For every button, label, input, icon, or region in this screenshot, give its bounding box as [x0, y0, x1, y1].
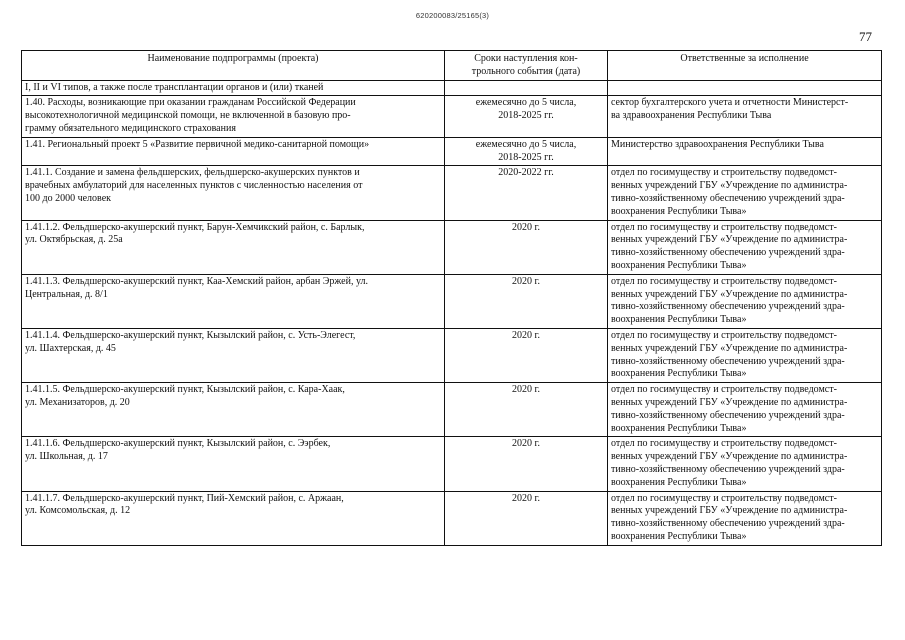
cell-term: 2020 г. [445, 274, 608, 328]
cell-term: 2020 г. [445, 437, 608, 491]
cell-term: 2020-2022 гг. [445, 166, 608, 220]
cell-name: I, II и VI типов, а также после трансплантации органов и (или) тканей [22, 80, 445, 96]
cell-responsible: отдел по госимуществу и строительству подведомст- венных учреждений ГБУ «Учреждение по администра- тивно-хозяйственному обеспечению учреждений здра- воохранения Республики Тыва» [608, 328, 882, 382]
cell-term [445, 80, 608, 96]
events-table [21, 50, 882, 546]
cell-responsible: сектор бухгалтерского учета и отчетности Министерст- ва здравоохранения Республики Тыва [608, 96, 882, 137]
table-row [22, 274, 882, 328]
table-row [22, 80, 882, 96]
header-name: Наименование подпрограммы (проекта) [22, 51, 445, 81]
cell-responsible: отдел по госимуществу и строительству подведомст- венных учреждений ГБУ «Учреждение по администра- тивно-хозяйственному обеспечению учреждений здра- воохранения Республики Тыва» [608, 383, 882, 437]
cell-name: 1.41.1.6. Фельдшерско-акушерский пункт, Кызылский район, с. Ээрбек, ул. Школьная, д. 17 [22, 437, 445, 491]
cell-responsible: отдел по госимуществу и строительству подведомст- венных учреждений ГБУ «Учреждение по администра- тивно-хозяйственному обеспечению учреждений здра- воохранения Республики Тыва» [608, 166, 882, 220]
cell-responsible: Министерство здравоохранения Республики Тыва [608, 137, 882, 166]
table-row [22, 383, 882, 437]
table-row [22, 137, 882, 166]
cell-name: 1.40. Расходы, возникающие при оказании гражданам Российской Федерации высокотехнологичной медицинской помощи, не включенной в базовую про- грамму обязательного медицинского страхования [22, 96, 445, 137]
table-row [22, 166, 882, 220]
header-term: Сроки наступления кон- трольного события (дата) [445, 51, 608, 81]
table-row [22, 96, 882, 137]
table-row [22, 491, 882, 545]
cell-responsible: отдел по госимуществу и строительству подведомст- венных учреждений ГБУ «Учреждение по администра- тивно-хозяйственному обеспечению учреждений здра- воохранения Республики Тыва» [608, 437, 882, 491]
cell-responsible: отдел по госимуществу и строительству подведомст- венных учреждений ГБУ «Учреждение по администра- тивно-хозяйственному обеспечению учреждений здра- воохранения Республики Тыва» [608, 220, 882, 274]
cell-term: 2020 г. [445, 328, 608, 382]
cell-name: 1.41.1.7. Фельдшерско-акушерский пункт, Пий-Хемский район, с. Аржаан, ул. Комсомольская, д. 12 [22, 491, 445, 545]
header-responsible: Ответственные за исполнение [608, 51, 882, 81]
cell-name: 1.41.1.3. Фельдшерско-акушерский пункт, Каа-Хемский район, арбан Эржей, ул. Центральная, д. 8/1 [22, 274, 445, 328]
cell-name: 1.41.1. Создание и замена фельдшерских, фельдшерско-акушерских пунктов и врачебных амбулаторий для населенных пунктов с численностью населения от 100 до 2000 человек [22, 166, 445, 220]
cell-term: 2020 г. [445, 491, 608, 545]
table-row [22, 328, 882, 382]
cell-responsible: отдел по госимуществу и строительству подведомст- венных учреждений ГБУ «Учреждение по администра- тивно-хозяйственному обеспечению учреждений здра- воохранения Республики Тыва» [608, 491, 882, 545]
cell-responsible [608, 80, 882, 96]
cell-term: 2020 г. [445, 220, 608, 274]
cell-name: 1.41. Региональный проект 5 «Развитие первичной медико-санитарной помощи» [22, 137, 445, 166]
page-number: 77 [859, 29, 872, 44]
cell-term: ежемесячно до 5 числа, 2018-2025 гг. [445, 137, 608, 166]
table-row [22, 220, 882, 274]
cell-term: ежемесячно до 5 числа, 2018-2025 гг. [445, 96, 608, 137]
cell-name: 1.41.1.2. Фельдшерско-акушерский пункт, Барун-Хемчикский район, с. Барлык, ул. Октябрьская, д. 25а [22, 220, 445, 274]
document-code: 620200083/25165(3) [415, 11, 490, 20]
cell-responsible: отдел по госимуществу и строительству подведомст- венных учреждений ГБУ «Учреждение по администра- тивно-хозяйственному обеспечению учреждений здра- воохранения Республики Тыва» [608, 274, 882, 328]
cell-term: 2020 г. [445, 383, 608, 437]
cell-name: 1.41.1.5. Фельдшерско-акушерский пункт, Кызылский район, с. Кара-Хаак, ул. Механизаторов, д. 20 [22, 383, 445, 437]
table-header-row [22, 51, 882, 81]
table-row [22, 437, 882, 491]
cell-name: 1.41.1.4. Фельдшерско-акушерский пункт, Кызылский район, с. Усть-Элегест, ул. Шахтерская, д. 45 [22, 328, 445, 382]
